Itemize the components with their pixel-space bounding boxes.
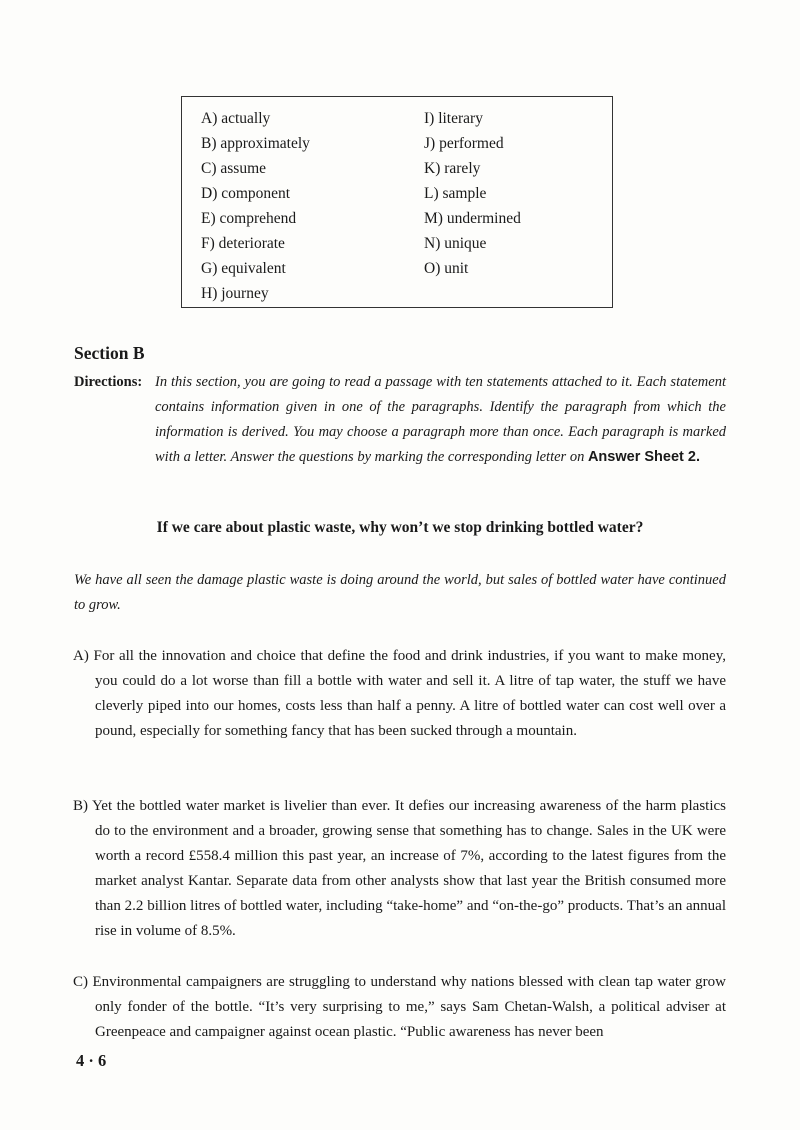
word-option: K) rarely bbox=[424, 160, 481, 177]
page-number: 4 · 6 bbox=[76, 1051, 107, 1070]
answer-sheet-reference: Answer Sheet 2. bbox=[587, 449, 700, 465]
paragraph-c: C) Environmental campaigners are struggling to understand why nations blessed with clean tap water grow only fonder of the bottle. “It’s very surprising to me,” says Sam Chetan-Walsh, a political adviser at Greenpeace and campaigner against ocean plastic. “Public awareness has never been bbox=[73, 974, 726, 1040]
paragraph-a: A) For all the innovation and choice that define the food and drink industries, if you want to make money, you could do a lot worse than fill a bottle with water and sell it. A litre of tap water, the stuff we have cleverly piped into our homes, costs less than half a penny. A litre of bottled water can cost well over a pound, especially for something fancy that has been sucked through a mountain. bbox=[73, 648, 726, 739]
word-bank-right-column bbox=[424, 106, 521, 281]
word-option: I) literary bbox=[424, 110, 483, 127]
word-option: A) actually bbox=[201, 110, 271, 127]
word-bank-left-column bbox=[201, 106, 310, 306]
word-bank-box bbox=[181, 96, 613, 308]
directions-text: In this section, you are going to read a passage with ten statements attached to it. Each statement contains information given in one of the paragraphs. Identify the paragraph from which the information is derived. You may choose a paragraph more than once. Each paragraph is marked with a letter. Answer the questions by marking the corresponding letter on bbox=[155, 374, 726, 465]
directions bbox=[74, 370, 726, 470]
section-title: Section B bbox=[74, 343, 145, 363]
passage-title: If we care about plastic waste, why won’t we stop drinking bottled water? bbox=[156, 519, 644, 536]
directions-label: Directions: bbox=[74, 374, 143, 390]
word-option: G) equivalent bbox=[201, 260, 286, 277]
word-option: J) performed bbox=[424, 135, 504, 152]
word-option: F) deteriorate bbox=[201, 235, 285, 252]
paragraph-b: B) Yet the bottled water market is livelier than ever. It defies our increasing awareness of the harm plastics do to the environment and a broader, growing sense that something has to change. Sales in the UK were worth a record £558.4 million this past year, an increase of 7%, according to the latest figures from the market analyst Kantar. Separate data from other analysts show that last year the British consumed more than 2.2 billion litres of bottled water, including “take-home” and “on-the-go” products. That’s an annual rise in volume of 8.5%. bbox=[73, 798, 726, 939]
word-option: H) journey bbox=[201, 285, 269, 302]
passage-intro: We have all seen the damage plastic waste is doing around the world, but sales of bottled water have continued to grow. bbox=[74, 572, 726, 613]
word-option: D) component bbox=[201, 185, 291, 202]
word-option: B) approximately bbox=[201, 135, 310, 152]
word-option: E) comprehend bbox=[201, 210, 297, 227]
word-option: C) assume bbox=[201, 160, 267, 177]
word-option: N) unique bbox=[424, 235, 487, 252]
word-option: L) sample bbox=[424, 185, 487, 202]
word-option: O) unit bbox=[424, 260, 469, 277]
word-option: M) undermined bbox=[424, 210, 521, 227]
directions-text-block bbox=[155, 370, 726, 470]
